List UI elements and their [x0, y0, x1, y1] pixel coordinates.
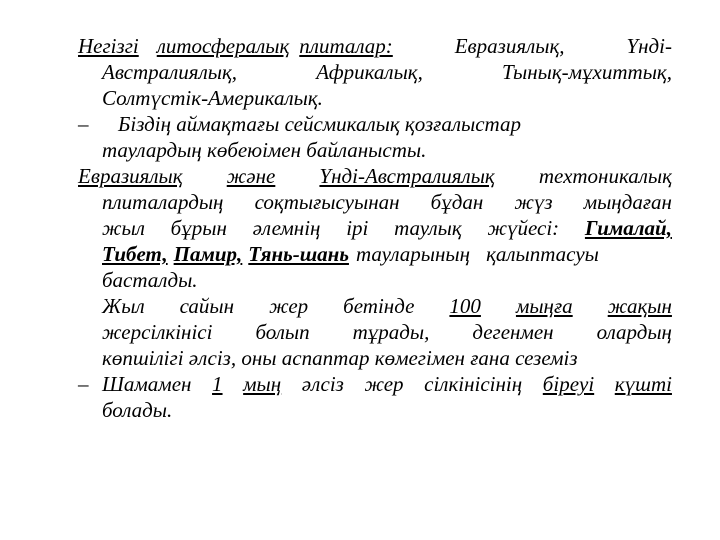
word: әлемнің: [252, 216, 321, 240]
word: плиталардың: [102, 190, 224, 214]
heading-word: плиталар:: [299, 34, 393, 58]
word: жүйесі:: [487, 216, 560, 240]
plate-name: Үнді-: [626, 34, 672, 58]
para4-line2: [78, 319, 672, 345]
word: таулық: [394, 216, 462, 240]
plate-name: Солтүстік-Америкалық.: [102, 86, 323, 110]
word: күшті: [614, 372, 672, 396]
para2-text: Біздің аймақтағы сейсмикалық қозғалыстар: [118, 112, 521, 136]
word: ірі: [346, 216, 369, 240]
word: біреуі: [542, 372, 595, 396]
word: техтоникалық: [538, 164, 672, 188]
heading-word: Негізгі: [78, 34, 139, 58]
word: және: [226, 164, 276, 188]
word: қалыптасуы: [486, 242, 599, 266]
para4-line3: [78, 345, 672, 371]
para4-text: көпшілігі әлсіз, оны аспаптар көмегімен ғана сеземіз: [102, 346, 578, 370]
word: олардың: [596, 320, 672, 344]
para5-line1: [78, 371, 672, 397]
word: басталды.: [102, 268, 198, 292]
para2-line2: [78, 137, 672, 163]
word: дегенмен: [472, 320, 554, 344]
para1-line3: [78, 85, 672, 111]
heading-word: литосфералық: [156, 34, 290, 58]
mountain-name: Гималай,: [584, 216, 672, 240]
number: 1: [212, 372, 223, 396]
para1-line1: [78, 33, 672, 59]
slide-text: [78, 33, 672, 423]
para1-line2: [78, 59, 672, 85]
word: әлсіз: [301, 372, 344, 396]
mountain-name: Памир,: [173, 242, 243, 266]
dash-bullet: –: [78, 372, 89, 396]
word: тауларының: [355, 242, 471, 266]
dash-bullet: –: [78, 112, 89, 136]
word: жер: [364, 372, 404, 396]
word: жер: [269, 294, 309, 318]
para2-text: таулардың көбеюімен байланысты.: [102, 138, 427, 162]
word: сілкінісінің: [424, 372, 523, 396]
mountain-name: Тянь-шань: [248, 242, 349, 266]
word: мың: [243, 372, 282, 396]
word: болып: [255, 320, 310, 344]
word: Жыл: [102, 294, 145, 318]
plate-name: Тынық-мұхиттық,: [502, 60, 672, 84]
word: жүз: [514, 190, 553, 214]
word: жақын: [607, 294, 672, 318]
word: бұдан: [430, 190, 484, 214]
word: бұрын: [170, 216, 227, 240]
word: сайын: [179, 294, 235, 318]
word: мыңдаған: [583, 190, 672, 214]
word: мыңға: [515, 294, 573, 318]
word: Үнді-Австралиялық: [319, 164, 495, 188]
para4-line1: [78, 293, 672, 319]
word: Евразиялық: [78, 164, 183, 188]
word: тұрады,: [352, 320, 430, 344]
plate-name: Евразиялық,: [454, 34, 565, 58]
para3-line5: [78, 267, 672, 293]
word: жыл: [102, 216, 145, 240]
para3-line4: [78, 241, 672, 267]
mountain-name: Тибет,: [102, 242, 168, 266]
word: Шамамен: [102, 372, 192, 396]
word: соқтығысуынан: [254, 190, 400, 214]
para5-line2: [78, 397, 672, 423]
number: 100: [449, 294, 481, 318]
para2-line1: [78, 111, 672, 137]
plate-name: Африкалық,: [316, 60, 423, 84]
word: болады.: [102, 398, 173, 422]
plate-name: Австралиялық,: [102, 60, 238, 84]
para3-line1: [78, 163, 672, 189]
para3-line3: [78, 215, 672, 241]
word: бетінде: [343, 294, 415, 318]
para3-line2: [78, 189, 672, 215]
word: жерсілкінісі: [102, 320, 213, 344]
